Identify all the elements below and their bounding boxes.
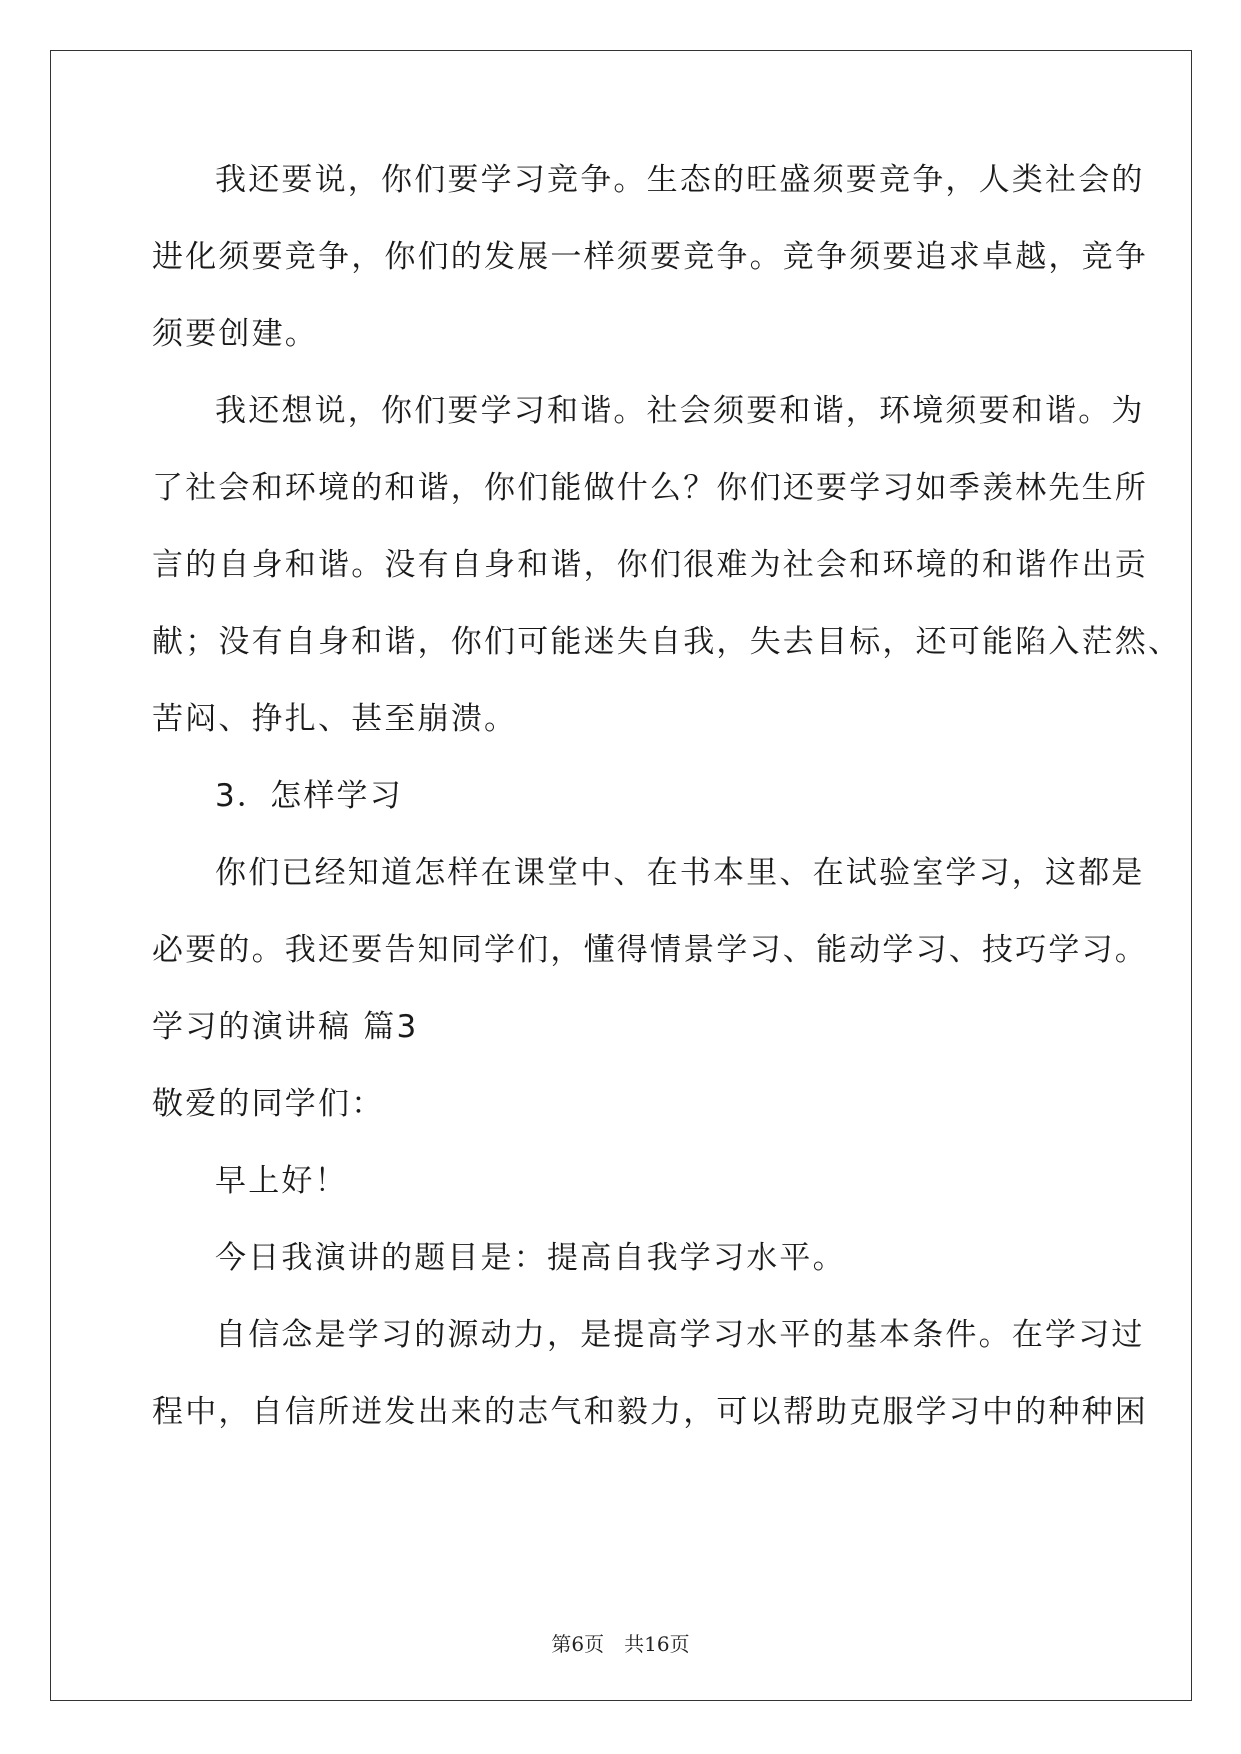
text-line: 苦闷、挣扎、甚至崩溃。 — [152, 701, 518, 737]
text-line: 进化须要竞争，你们的发展一样须要竞争。竞争须要追求卓越，竞争 — [152, 239, 1148, 275]
text-line: 程中，自信所迸发出来的志气和毅力，可以帮助克服学习中的种种困 — [152, 1394, 1148, 1430]
text-line: 须要创建。 — [152, 316, 318, 352]
text-line: 了社会和环境的和谐，你们能做什么？你们还要学习如季羡林先生所 — [152, 470, 1148, 506]
text-line: 言的自身和谐。没有自身和谐，你们很难为社会和环境的和谐作出贡 — [152, 547, 1148, 583]
text-line: 自信念是学习的源动力，是提高学习水平的基本条件。在学习过 — [215, 1317, 1145, 1353]
article-title: 学习的演讲稿 篇3 — [152, 1009, 419, 1045]
text-line: 今日我演讲的题目是：提高自我学习水平。 — [215, 1240, 846, 1276]
page-total: 共16页 — [624, 1632, 690, 1656]
section-heading: 3．怎样学习 — [215, 778, 403, 814]
salutation: 敬爱的同学们： — [152, 1086, 385, 1122]
text-line: 我还想说，你们要学习和谐。社会须要和谐，环境须要和谐。为 — [215, 393, 1145, 429]
text-line: 必要的。我还要告知同学们，懂得情景学习、能动学习、技巧学习。 — [152, 932, 1148, 968]
page-number: 第6页 — [551, 1632, 605, 1656]
text-line: 献；没有自身和谐，你们可能迷失自我，失去目标，还可能陷入茫然、 — [152, 624, 1182, 660]
greeting: 早上好！ — [215, 1163, 348, 1199]
text-line: 我还要说，你们要学习竞争。生态的旺盛须要竞争，人类社会的 — [215, 162, 1145, 198]
text-line: 你们已经知道怎样在课堂中、在书本里、在试验室学习，这都是 — [215, 855, 1145, 891]
page-footer — [0, 1628, 1241, 1657]
